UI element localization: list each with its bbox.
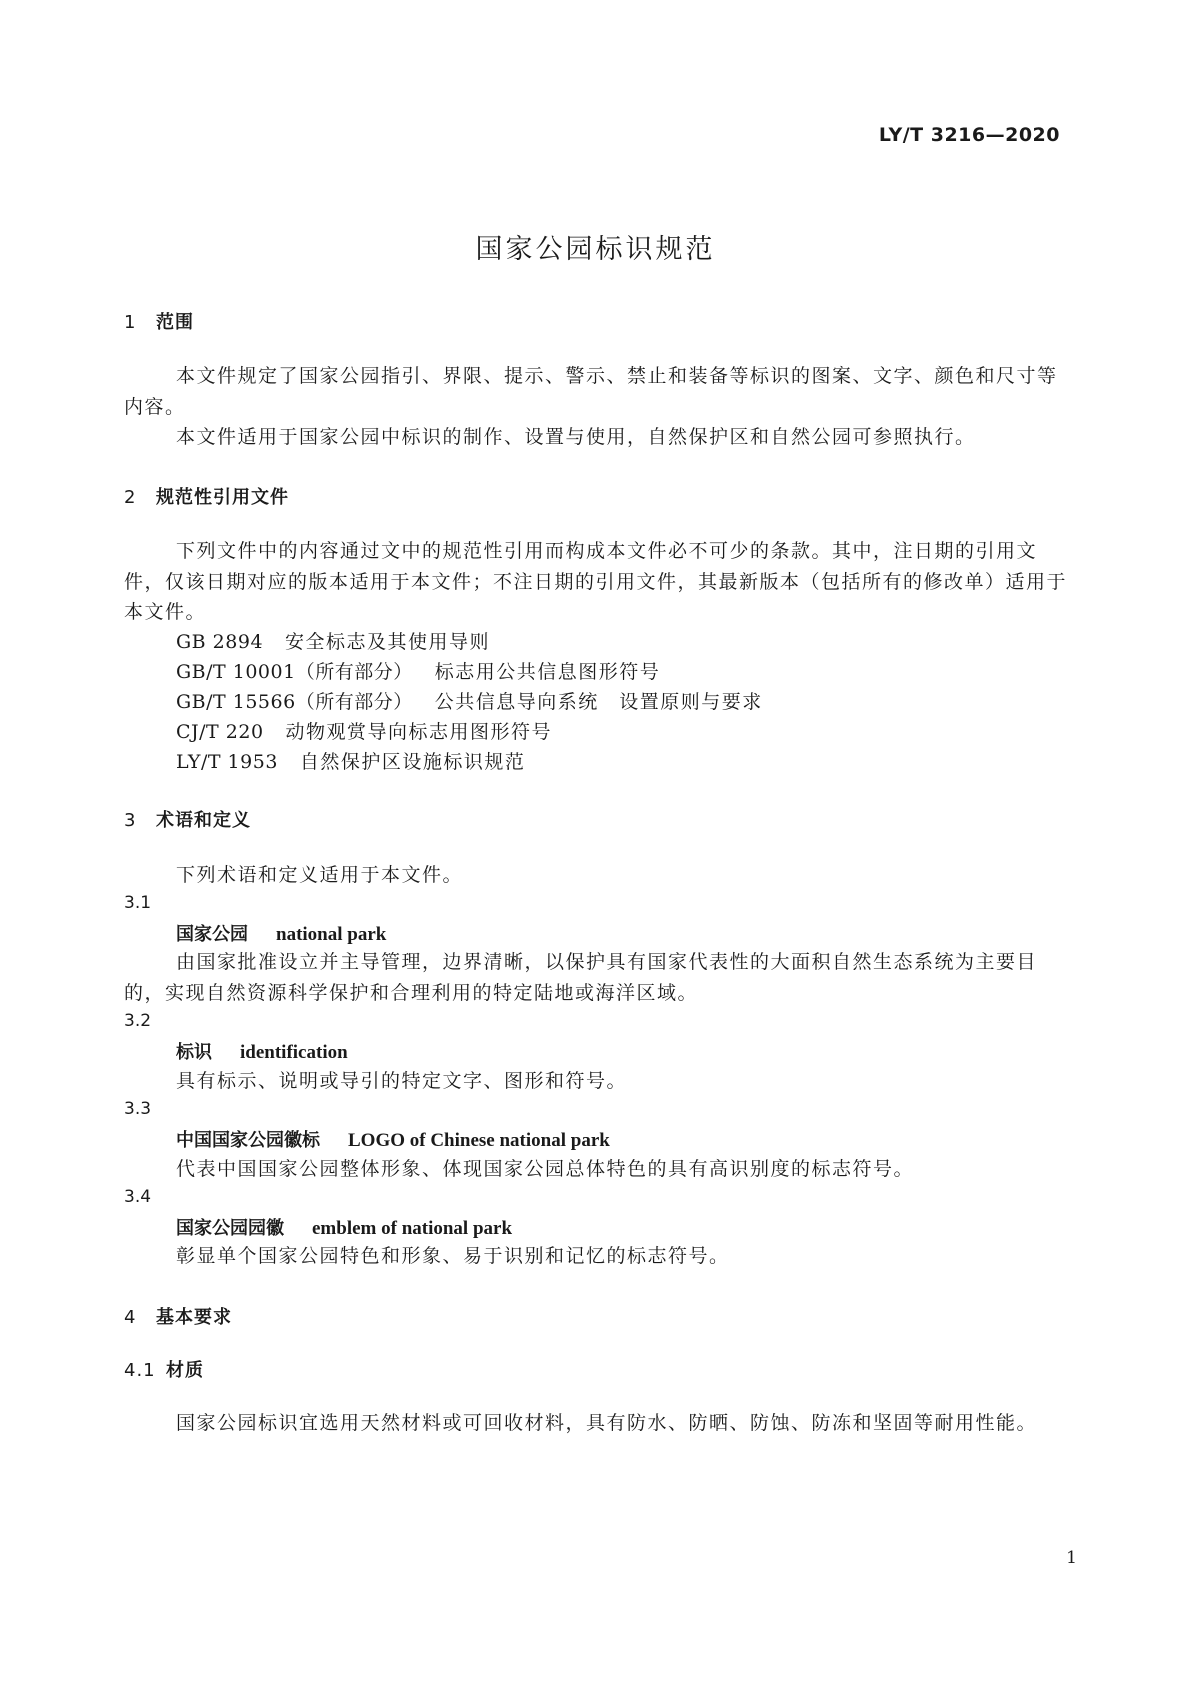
reference-title: 自然保护区设施标识规范 — [299, 751, 526, 773]
reference-title: 安全标志及其使用导则 — [285, 631, 491, 653]
term-number: 3.2 — [124, 1011, 152, 1031]
reference-title: 公共信息导向系统 设置原则与要求 — [434, 691, 763, 713]
paragraph: 下列术语和定义适用于本文件。 — [176, 864, 464, 886]
reference-code: GB/T 10001（所有部分） — [176, 661, 413, 683]
subsection-number: 4.1 — [124, 1360, 156, 1381]
term-heading — [176, 1126, 610, 1152]
paragraph: 下列文件中的内容通过文中的规范性引用而构成本文件必不可少的条款。其中，注日期的引用文 — [176, 540, 1038, 562]
subsection-title: 材质 — [166, 1360, 204, 1381]
reference-item — [176, 687, 763, 718]
document-title: 国家公园标识规范 — [475, 234, 716, 265]
section-number: 2 — [124, 487, 137, 508]
term-heading — [176, 920, 386, 946]
term-zh: 中国国家公园徽标 — [176, 1130, 320, 1151]
term-zh: 标识 — [176, 1042, 212, 1063]
paragraph: 本文件规定了国家公园指引、界限、提示、警示、禁止和装备等标识的图案、文字、颜色和尺寸等 — [176, 365, 1058, 387]
reference-title: 标志用公共信息图形符号 — [434, 661, 661, 683]
term-en: national park — [276, 924, 387, 945]
subsection-4-1-heading — [124, 1356, 204, 1382]
term-heading — [176, 1038, 348, 1064]
page-number: 1 — [1066, 1548, 1077, 1568]
reference-item — [176, 627, 490, 658]
term-definition: 代表中国国家公园整体形象、体现国家公园总体特色的具有高识别度的标志符号。 — [176, 1158, 915, 1180]
reference-code: LY/T 1953 — [176, 751, 278, 773]
reference-title: 动物观赏导向标志用图形符号 — [285, 721, 553, 743]
term-en: identification — [240, 1042, 348, 1063]
reference-item — [176, 717, 552, 748]
term-definition: 由国家批准设立并主导管理，边界清晰，以保护具有国家代表性的大面积自然生态系统为主要目 — [176, 951, 1038, 973]
term-definition: 彰显单个国家公园特色和形象、易于识别和记忆的标志符号。 — [176, 1245, 730, 1267]
reference-item — [176, 657, 660, 688]
reference-code: GB 2894 — [176, 631, 264, 653]
reference-item — [176, 747, 525, 778]
section-number: 1 — [124, 312, 137, 333]
paragraph: 本文件。 — [124, 601, 207, 623]
section-4-heading — [124, 1303, 232, 1329]
section-3-heading — [124, 806, 251, 832]
paragraph: 国家公园标识宜选用天然材料或可回收材料，具有防水、防晒、防蚀、防冻和坚固等耐用性能。 — [176, 1412, 1038, 1434]
section-title: 基本要求 — [156, 1307, 232, 1328]
section-2-heading — [124, 483, 289, 509]
reference-code: GB/T 15566（所有部分） — [176, 691, 413, 713]
term-zh: 国家公园园徽 — [176, 1218, 284, 1239]
section-title: 规范性引用文件 — [156, 487, 289, 508]
term-number: 3.4 — [124, 1187, 152, 1207]
paragraph: 内容。 — [124, 396, 186, 418]
reference-code: CJ/T 220 — [176, 721, 264, 743]
section-1-heading — [124, 308, 194, 334]
term-en: LOGO of Chinese national park — [348, 1130, 610, 1151]
section-title: 术语和定义 — [156, 810, 251, 831]
section-number: 3 — [124, 810, 137, 831]
paragraph: 本文件适用于国家公园中标识的制作、设置与使用，自然保护区和自然公园可参照执行。 — [176, 426, 976, 448]
section-number: 4 — [124, 1307, 137, 1328]
section-title: 范围 — [156, 312, 194, 333]
term-number: 3.3 — [124, 1099, 152, 1119]
standard-code: LY/T 3216—2020 — [878, 124, 1060, 146]
term-en: emblem of national park — [312, 1218, 513, 1239]
term-number: 3.1 — [124, 893, 152, 913]
term-heading — [176, 1214, 512, 1240]
term-definition: 的，实现自然资源科学保护和合理利用的特定陆地或海洋区域。 — [124, 982, 699, 1004]
term-zh: 国家公园 — [176, 924, 248, 945]
paragraph: 件，仅该日期对应的版本适用于本文件；不注日期的引用文件，其最新版本（包括所有的修改单）适用于 — [124, 571, 1068, 593]
term-definition: 具有标示、说明或导引的特定文字、图形和符号。 — [176, 1070, 628, 1092]
